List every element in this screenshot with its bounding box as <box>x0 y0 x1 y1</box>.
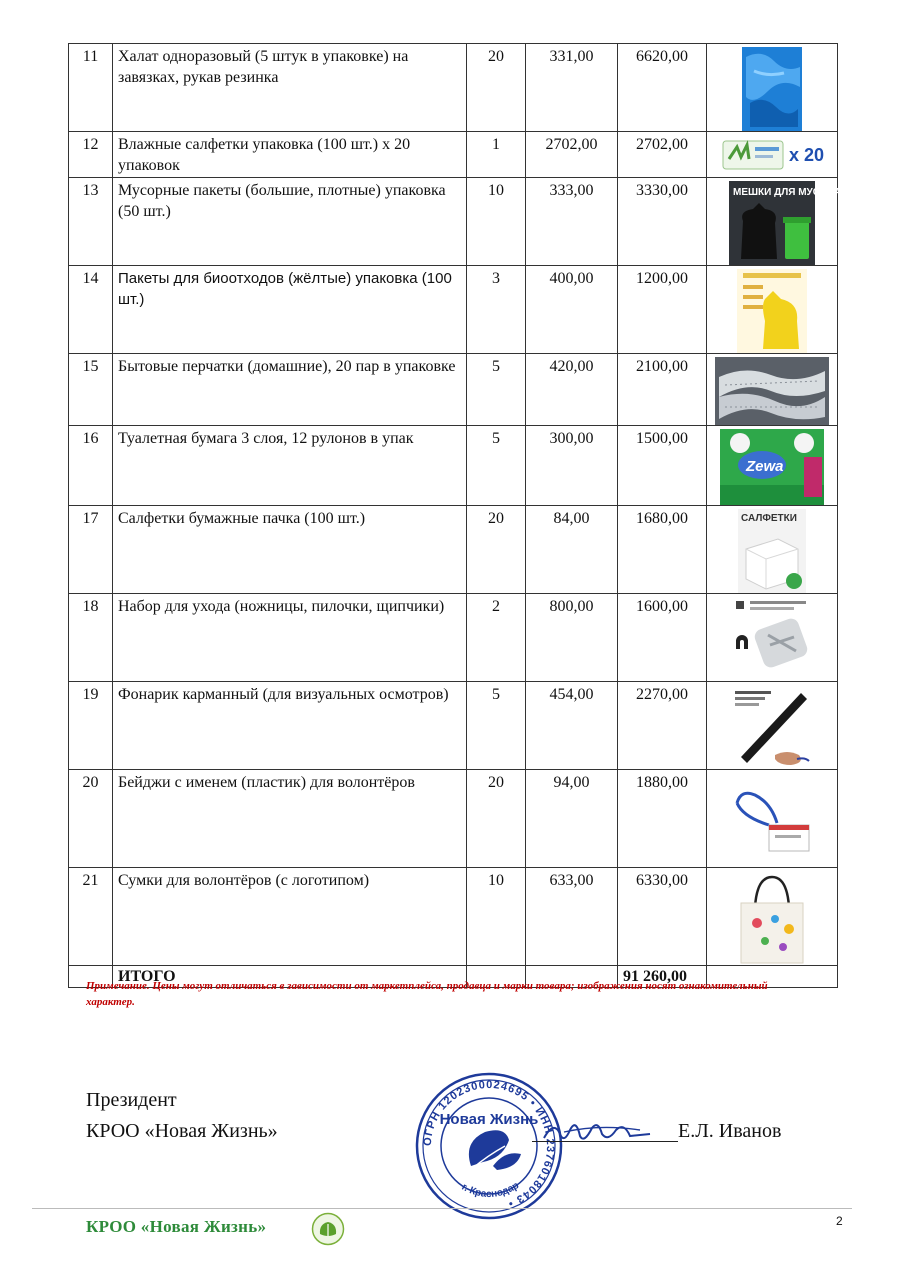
item-quantity: 10 <box>467 868 526 966</box>
table-row <box>69 770 838 868</box>
garbage-bags-image <box>729 181 841 265</box>
footer-organization: КРОО «Новая Жизнь» <box>86 1217 267 1236</box>
item-total: 1680,00 <box>618 506 707 594</box>
row-number: 12 <box>69 132 113 178</box>
item-quantity: 20 <box>467 506 526 594</box>
svg-text:Новая Жизнь: Новая Жизнь <box>439 1111 539 1128</box>
pen-flashlight-image <box>731 685 813 769</box>
item-description: Халат одноразовый (5 штук в упаковке) на завязках, рукав резинка <box>113 44 467 132</box>
item-image-cell <box>707 354 838 426</box>
table-row <box>69 354 838 426</box>
svg-text:ОГРН 1202300024695 • ИНН 23760: ОГРН 1202300024695 • ИНН 2376018043 • <box>421 1078 557 1210</box>
svg-text:САЛФЕТКИ: САЛФЕТКИ <box>741 513 797 524</box>
item-price: 633,00 <box>526 868 618 966</box>
item-description: Бытовые перчатки (домашние), 20 пар в упаковке <box>113 354 467 426</box>
item-image-cell <box>707 132 838 178</box>
price-note: Примечание. Цены могут отличаться в зависимости от маркетплейса, продавца и марки товара; изображения носят ознакомительный характер. <box>86 980 768 1008</box>
row-number: 14 <box>69 266 113 354</box>
item-image-cell <box>707 868 838 966</box>
toilet-paper-image <box>720 429 824 505</box>
item-description: Бейджи с именем (пластик) для волонтёров <box>113 770 467 868</box>
item-image-cell <box>707 426 838 506</box>
item-description: Набор для ухода (ножницы, пилочки, щипчики) <box>113 594 467 682</box>
yellow-biowaste-bags-image <box>737 269 807 353</box>
name-badge-image <box>731 773 813 867</box>
item-price: 331,00 <box>526 44 618 132</box>
item-image-cell <box>707 594 838 682</box>
signer-position: Президент <box>86 1089 177 1111</box>
table-row <box>69 594 838 682</box>
item-total: 1880,00 <box>618 770 707 868</box>
row-number: 19 <box>69 682 113 770</box>
table-row <box>69 178 838 266</box>
svg-text:Zewa: Zewa <box>746 458 784 475</box>
disposable-gown-image <box>742 47 802 131</box>
item-price: 300,00 <box>526 426 618 506</box>
item-price: 84,00 <box>526 506 618 594</box>
manicure-set-image <box>732 597 812 681</box>
table-row <box>69 266 838 354</box>
total-value: 91 260,00 <box>618 966 707 988</box>
item-quantity: 10 <box>467 178 526 266</box>
item-price: 2702,00 <box>526 132 618 178</box>
row-number: 21 <box>69 868 113 966</box>
table-row <box>69 426 838 506</box>
item-total: 1500,00 <box>618 426 707 506</box>
item-quantity: 5 <box>467 354 526 426</box>
item-price: 800,00 <box>526 594 618 682</box>
item-quantity: 5 <box>467 426 526 506</box>
item-quantity: 20 <box>467 44 526 132</box>
item-price: 454,00 <box>526 682 618 770</box>
item-total: 2270,00 <box>618 682 707 770</box>
item-image-cell <box>707 44 838 132</box>
table-row <box>69 44 838 132</box>
item-total: 2702,00 <box>618 132 707 178</box>
row-number: 16 <box>69 426 113 506</box>
signature-line <box>532 1141 678 1142</box>
item-description: Сумки для волонтёров (с логотипом) <box>113 868 467 966</box>
svg-text:г. Краснодар: г. Краснодар <box>459 1180 521 1201</box>
item-price: 420,00 <box>526 354 618 426</box>
gloves-image <box>715 357 829 425</box>
table-row <box>69 682 838 770</box>
total-label: ИТОГО <box>113 966 467 988</box>
row-number: 17 <box>69 506 113 594</box>
paper-napkins-image <box>738 509 806 593</box>
item-price: 400,00 <box>526 266 618 354</box>
wet-wipes-image <box>717 135 827 175</box>
item-quantity: 1 <box>467 132 526 178</box>
item-image-cell <box>707 266 838 354</box>
item-description: Салфетки бумажные пачка (100 шт.) <box>113 506 467 594</box>
signer-organization: КРОО «Новая Жизнь» <box>86 1120 278 1142</box>
row-number: 15 <box>69 354 113 426</box>
item-description: Туалетная бумага 3 слоя, 12 рулонов в упак <box>113 426 467 506</box>
item-total: 1600,00 <box>618 594 707 682</box>
signer-name: Е.Л. Иванов <box>678 1120 782 1142</box>
table-row <box>69 868 838 966</box>
item-description: Пакеты для биоотходов (жёлтые) упаковка (100 шт.) <box>113 266 467 354</box>
row-number: 13 <box>69 178 113 266</box>
tote-bag-image <box>735 871 809 965</box>
item-price: 94,00 <box>526 770 618 868</box>
items-table <box>68 43 841 988</box>
item-image-cell <box>707 770 838 868</box>
organization-logo-icon <box>311 1212 345 1246</box>
table-row <box>69 132 838 178</box>
item-total: 6620,00 <box>618 44 707 132</box>
table-row <box>69 506 838 594</box>
item-quantity: 2 <box>467 594 526 682</box>
item-total: 1200,00 <box>618 266 707 354</box>
item-price: 333,00 <box>526 178 618 266</box>
item-total: 3330,00 <box>618 178 707 266</box>
item-total: 6330,00 <box>618 868 707 966</box>
row-number: 20 <box>69 770 113 868</box>
footer-divider <box>32 1208 852 1209</box>
svg-text:МЕШКИ ДЛЯ МУСОРА: МЕШКИ ДЛЯ МУСОРА <box>733 187 841 198</box>
row-number: 18 <box>69 594 113 682</box>
item-description: Влажные салфетки упаковка (100 шт.) х 20 упаковок <box>113 132 467 178</box>
item-quantity: 3 <box>467 266 526 354</box>
item-quantity: 5 <box>467 682 526 770</box>
item-quantity: 20 <box>467 770 526 868</box>
svg-text:х 20: х 20 <box>789 145 825 165</box>
item-description: Мусорные пакеты (большие, плотные) упаковка (50 шт.) <box>113 178 467 266</box>
row-number: 11 <box>69 44 113 132</box>
item-image-cell <box>707 506 838 594</box>
item-image-cell <box>707 178 841 266</box>
page-number: 2 <box>836 1214 843 1228</box>
item-image-cell <box>707 682 838 770</box>
item-total: 2100,00 <box>618 354 707 426</box>
item-description: Фонарик карманный (для визуальных осмотров) <box>113 682 467 770</box>
handwritten-signature <box>540 1112 660 1152</box>
